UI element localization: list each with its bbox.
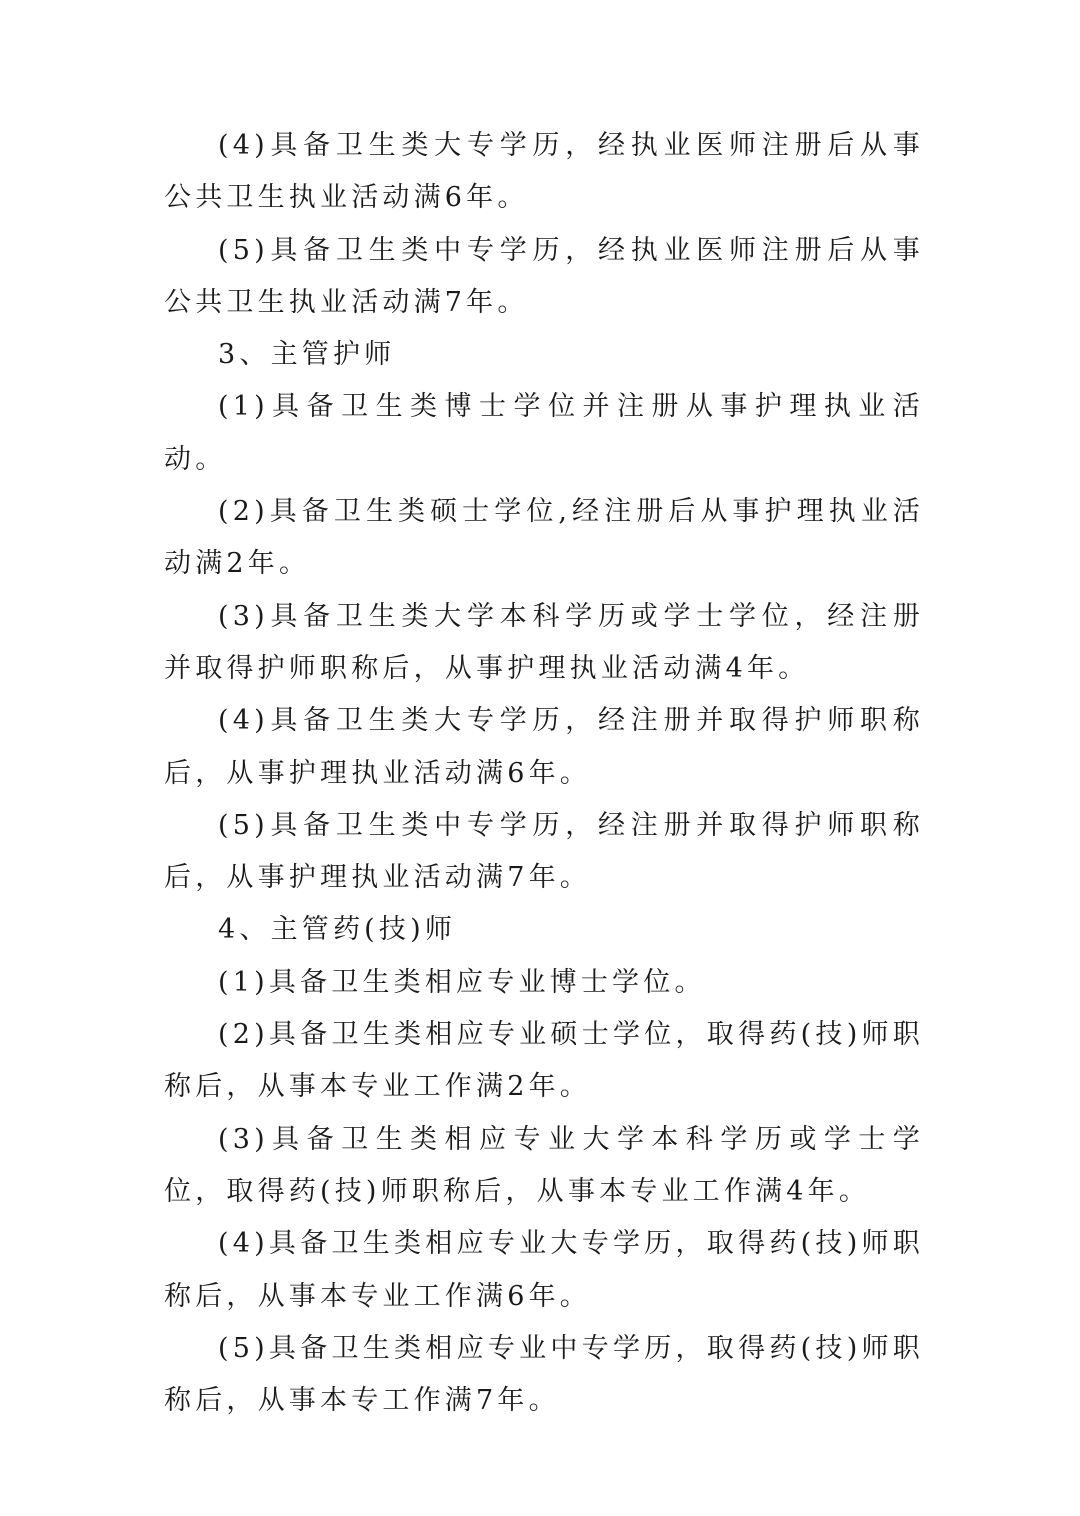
paragraph-pharmacist-2: (2)具备卫生类相应专业硕士学位，取得药(技)师职称后，从事本专业工作满2年。 [164, 1019, 924, 1103]
section-heading-nurse-in-charge: 3、主管护师 [218, 339, 396, 371]
paragraph-public-health-4: (4)具备卫生类大专学历，经执业医师注册后从事公共卫生执业活动满6年。 [164, 130, 924, 214]
paragraph-nurse-3: (3)具备卫生类大学本科学历或学士学位，经注册并取得护师职称后，从事护理执业活动满4年。 [164, 600, 924, 684]
section-heading-pharmacist-in-charge: 4、主管药(技)师 [218, 914, 457, 946]
document-body [164, 120, 924, 1427]
paragraph-nurse-1: (1)具备卫生类博士学位并注册从事护理执业活动。 [164, 391, 924, 475]
paragraph-nurse-4: (4)具备卫生类大专学历，经注册并取得护师职称后，从事护理执业活动满6年。 [164, 705, 924, 789]
paragraph-pharmacist-5: (5)具备卫生类相应专业中专学历，取得药(技)师职称后，从事本专工作满7年。 [164, 1332, 924, 1417]
paragraph-pharmacist-1: (1)具备卫生类相应专业博士学位。 [218, 966, 706, 998]
paragraph-pharmacist-3: (3)具备卫生类相应专业大学本科学历或学士学位，取得药(技)师职称后，从事本专业工作满4年。 [164, 1123, 924, 1207]
paragraph-nurse-2: (2)具备卫生类硕士学位,经注册后从事护理执业活动满2年。 [164, 496, 924, 580]
paragraph-pharmacist-4: (4)具备卫生类相应专业大专学历，取得药(技)师职称后，从事本专业工作满6年。 [164, 1228, 924, 1312]
paragraph-nurse-5: (5)具备卫生类中专学历，经注册并取得护师职称后，从事护理执业活动满7年。 [164, 809, 924, 894]
paragraph-public-health-5: (5)具备卫生类中专学历，经执业医师注册后从事公共卫生执业活动满7年。 [164, 234, 924, 318]
